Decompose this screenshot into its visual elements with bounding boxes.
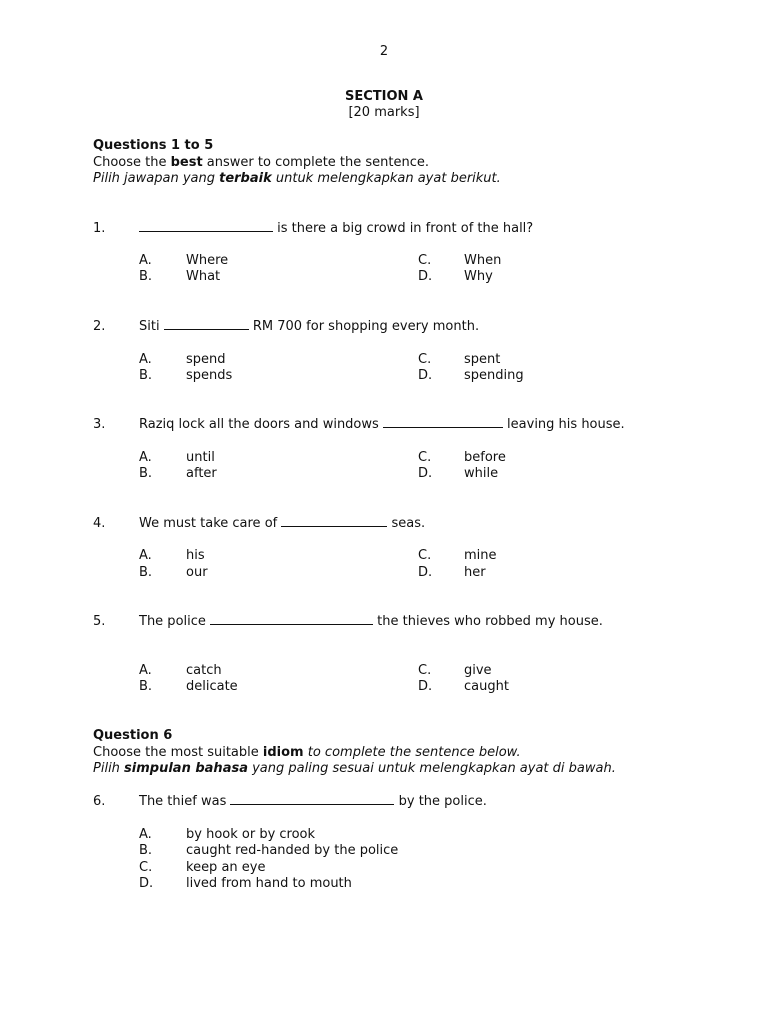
option-c: spent: [464, 352, 501, 367]
option-letter: C.: [418, 548, 432, 563]
option-a: Where: [186, 253, 229, 268]
option-letter: C.: [418, 253, 432, 268]
option-letter: A.: [139, 548, 152, 563]
option-d: Why: [464, 269, 493, 284]
option-letter: B.: [139, 565, 153, 580]
option-letter: D.: [418, 565, 433, 580]
option-d: lived from hand to mouth: [186, 876, 352, 891]
option-c: before: [464, 450, 506, 465]
question-text: The thief was by the police.: [139, 794, 487, 809]
option-letter: A.: [139, 450, 152, 465]
option-c: give: [464, 663, 492, 678]
option-letter: B.: [139, 368, 153, 383]
question-text: Raziq lock all the doors and windows leaving his house.: [139, 417, 625, 432]
option-letter: A.: [139, 827, 152, 842]
option-letter: D.: [418, 269, 433, 284]
option-c: When: [464, 253, 502, 268]
answer-blank: [139, 220, 273, 232]
answer-blank: [210, 613, 373, 625]
answer-blank: [281, 515, 387, 527]
option-letter: B.: [139, 679, 153, 694]
part1-instruction-en: Choose the best answer to complete the sentence.: [93, 155, 430, 170]
option-d: her: [464, 565, 486, 580]
question-text: The police the thieves who robbed my house.: [139, 614, 603, 629]
option-letter: C.: [418, 663, 432, 678]
question-number: 4.: [93, 516, 106, 531]
option-a: his: [186, 548, 205, 563]
option-a: spend: [186, 352, 226, 367]
option-c: mine: [464, 548, 497, 563]
option-a: until: [186, 450, 215, 465]
option-letter: C.: [418, 352, 432, 367]
option-d: spending: [464, 368, 524, 383]
option-a: catch: [186, 663, 222, 678]
answer-blank: [164, 318, 249, 330]
option-b: spends: [186, 368, 233, 383]
question-number: 6.: [93, 794, 106, 809]
option-letter: B.: [139, 269, 153, 284]
option-letter: A.: [139, 253, 152, 268]
option-b: caught red-handed by the police: [186, 843, 399, 858]
option-b: our: [186, 565, 208, 580]
page-number: 2: [379, 44, 389, 59]
part2-instruction-ms: Pilih simpulan bahasa yang paling sesuai untuk melengkapkan ayat di bawah.: [93, 761, 616, 776]
question-number: 2.: [93, 319, 106, 334]
part1-instruction-ms: Pilih jawapan yang terbaik untuk melengkapkan ayat berikut.: [93, 171, 501, 186]
option-letter: D.: [418, 368, 433, 383]
section-marks: [20 marks]: [348, 105, 420, 120]
option-b: What: [186, 269, 221, 284]
question-number: 5.: [93, 614, 106, 629]
option-letter: A.: [139, 663, 152, 678]
option-a: by hook or by crook: [186, 827, 316, 842]
part1-heading: Questions 1 to 5: [93, 138, 214, 153]
question-text: Siti RM 700 for shopping every month.: [139, 319, 480, 334]
question-text: We must take care of seas.: [139, 516, 426, 531]
option-letter: D.: [139, 876, 154, 891]
option-d: caught: [464, 679, 509, 694]
question-text: is there a big crowd in front of the hall?: [139, 220, 533, 237]
option-letter: D.: [418, 466, 433, 481]
option-b: delicate: [186, 679, 238, 694]
option-c: keep an eye: [186, 860, 266, 875]
question-number: 1.: [93, 221, 106, 236]
option-letter: B.: [139, 843, 153, 858]
option-letter: C.: [418, 450, 432, 465]
section-title: SECTION A: [344, 89, 423, 104]
option-letter: D.: [418, 679, 433, 694]
part2-heading: Question 6: [93, 728, 173, 743]
answer-blank: [230, 793, 394, 805]
option-b: after: [186, 466, 217, 481]
option-letter: C.: [139, 860, 153, 875]
option-letter: B.: [139, 466, 153, 481]
part2-instruction-en: Choose the most suitable idiom to complete the sentence below.: [93, 745, 521, 760]
answer-blank: [383, 416, 503, 428]
question-number: 3.: [93, 417, 106, 432]
option-d: while: [464, 466, 499, 481]
option-letter: A.: [139, 352, 152, 367]
